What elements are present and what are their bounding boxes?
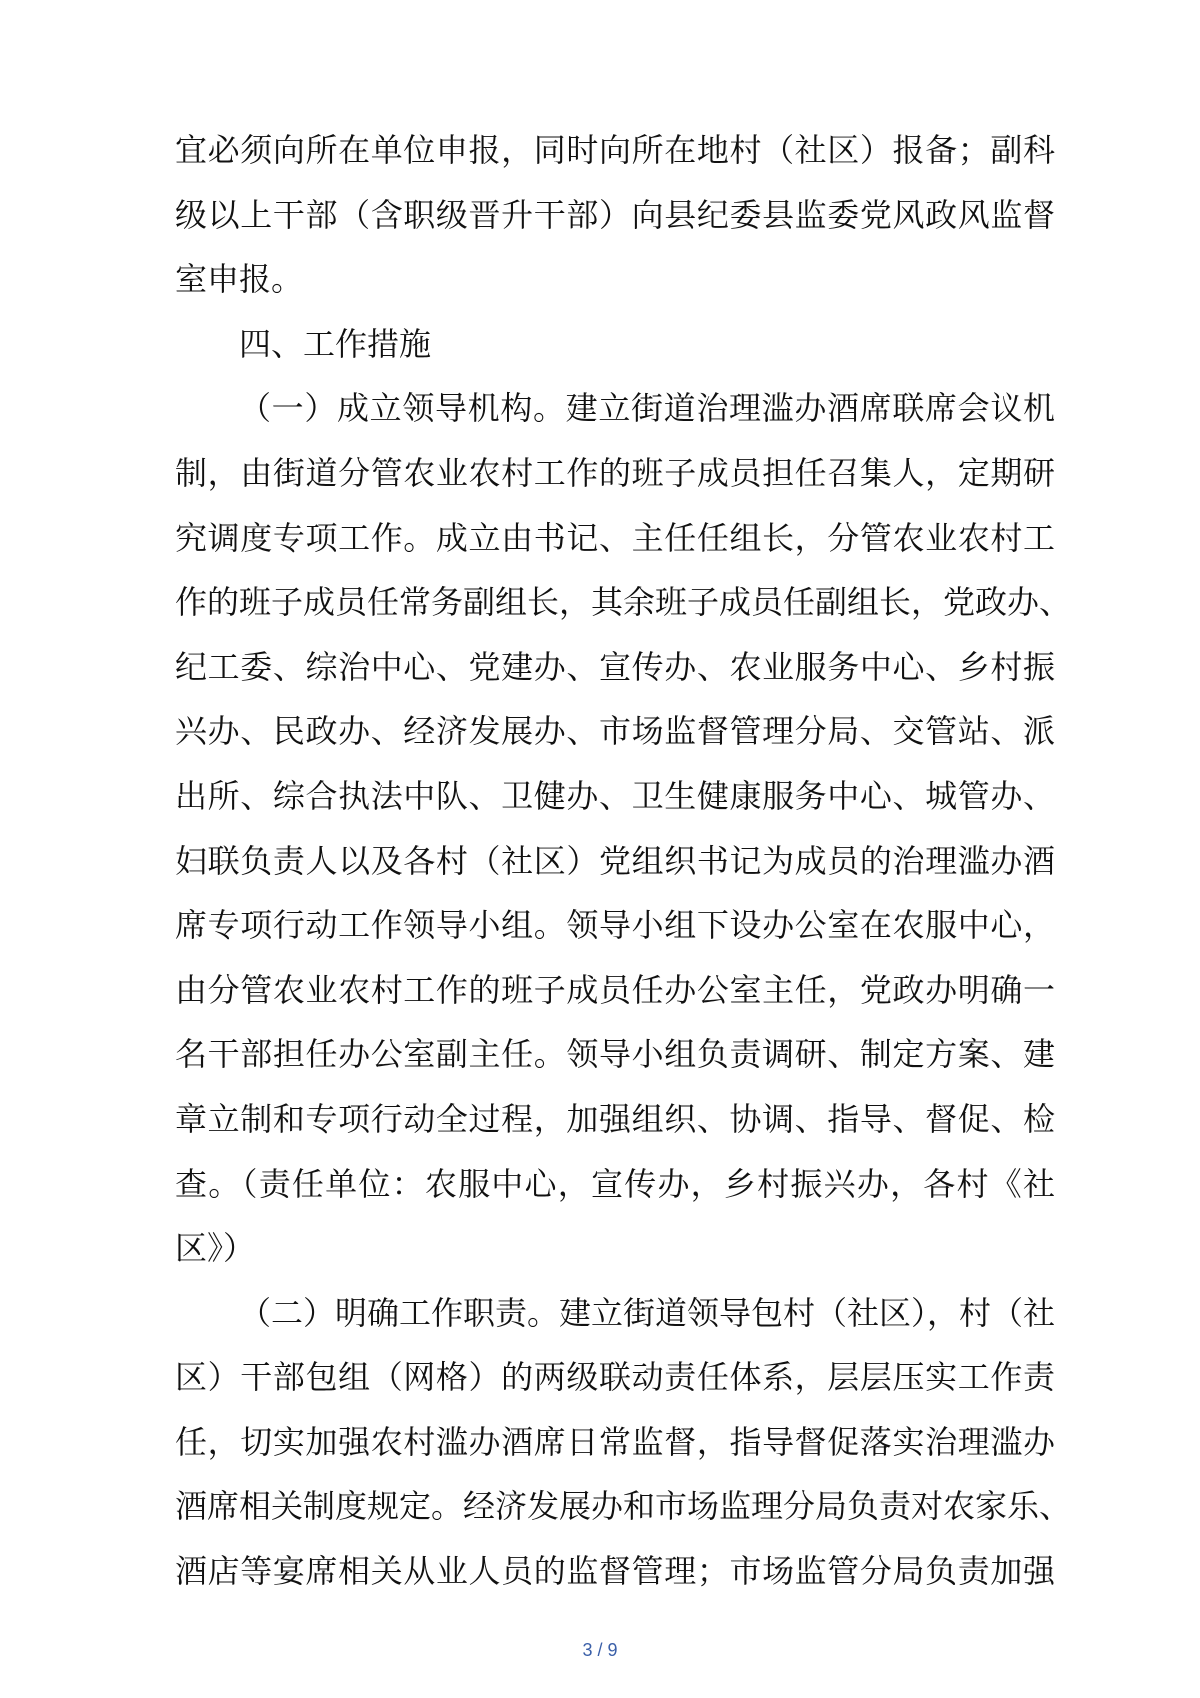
paragraph-line: 名干部担任办公室副主任。领导小组负责调研、制定方案、建 [175, 1035, 1055, 1074]
paragraph-line: 酒席相关制度规定。经济发展办和市场监理分局负责对农家乐、 [175, 1487, 1072, 1526]
paragraph-line: 宜必须向所在单位申报，同时向所在地村（社区）报备；副科 [175, 131, 1055, 169]
paragraph-line: 章立制和专项行动全过程，加强组织、协调、指导、督促、检 [175, 1099, 1055, 1138]
paragraph-line: 酒店等宴席相关从业人员的监督管理；市场监管分局负责加强 [175, 1552, 1055, 1591]
paragraph-line: 作的班子成员任常务副组长，其余班子成员任副组长，党政办、 [175, 583, 1072, 622]
paragraph-line: 兴办、民政办、经济发展办、市场监督管理分局、交管站、派 [175, 712, 1055, 751]
section-heading: 四、工作措施 [239, 324, 432, 363]
paragraph-line: 妇联负责人以及各村（社区）党组织书记为成员的治理滥办酒 [175, 841, 1055, 880]
paragraph-line: 究调度专项工作。成立由书记、主任任组长，分管农业农村工 [175, 518, 1055, 557]
paragraph-line: 任，切实加强农村滥办酒席日常监督，指导督促落实治理滥办 [175, 1422, 1055, 1461]
paragraph-line: 查。（责任单位：农服中心，宣传办，乡村振兴办，各村《社 [175, 1164, 1055, 1203]
paragraph-line: （二）明确工作职责。建立街道领导包村（社区），村（社 [239, 1293, 1056, 1332]
paragraph-line: 纪工委、综治中心、党建办、宣传办、农业服务中心、乡村振 [175, 647, 1055, 686]
paragraph-line: 区）干部包组（网格）的两级联动责任体系，层层压实工作责 [175, 1358, 1055, 1397]
paragraph-line: 区》） [175, 1229, 256, 1268]
paragraph-line: 席专项行动工作领导小组。领导小组下设办公室在农服中心， [175, 906, 1055, 945]
paragraph-line: 室申报。 [175, 260, 304, 299]
document-body [175, 118, 1072, 1604]
paragraph-line: 制，由街道分管农业农村工作的班子成员担任召集人，定期研 [175, 453, 1055, 492]
page-number: 3 / 9 [582, 1640, 618, 1660]
paragraph-line: 级以上干部（含职级晋升干部）向县纪委县监委党风政风监督 [175, 195, 1055, 234]
paragraph-line: （一）成立领导机构。建立街道治理滥办酒席联席会议机 [239, 389, 1055, 428]
paragraph-line: 出所、综合执法中队、卫健办、卫生健康服务中心、城管办、 [175, 776, 1055, 815]
paragraph-line: 由分管农业农村工作的班子成员任办公室主任，党政办明确一 [175, 970, 1055, 1009]
